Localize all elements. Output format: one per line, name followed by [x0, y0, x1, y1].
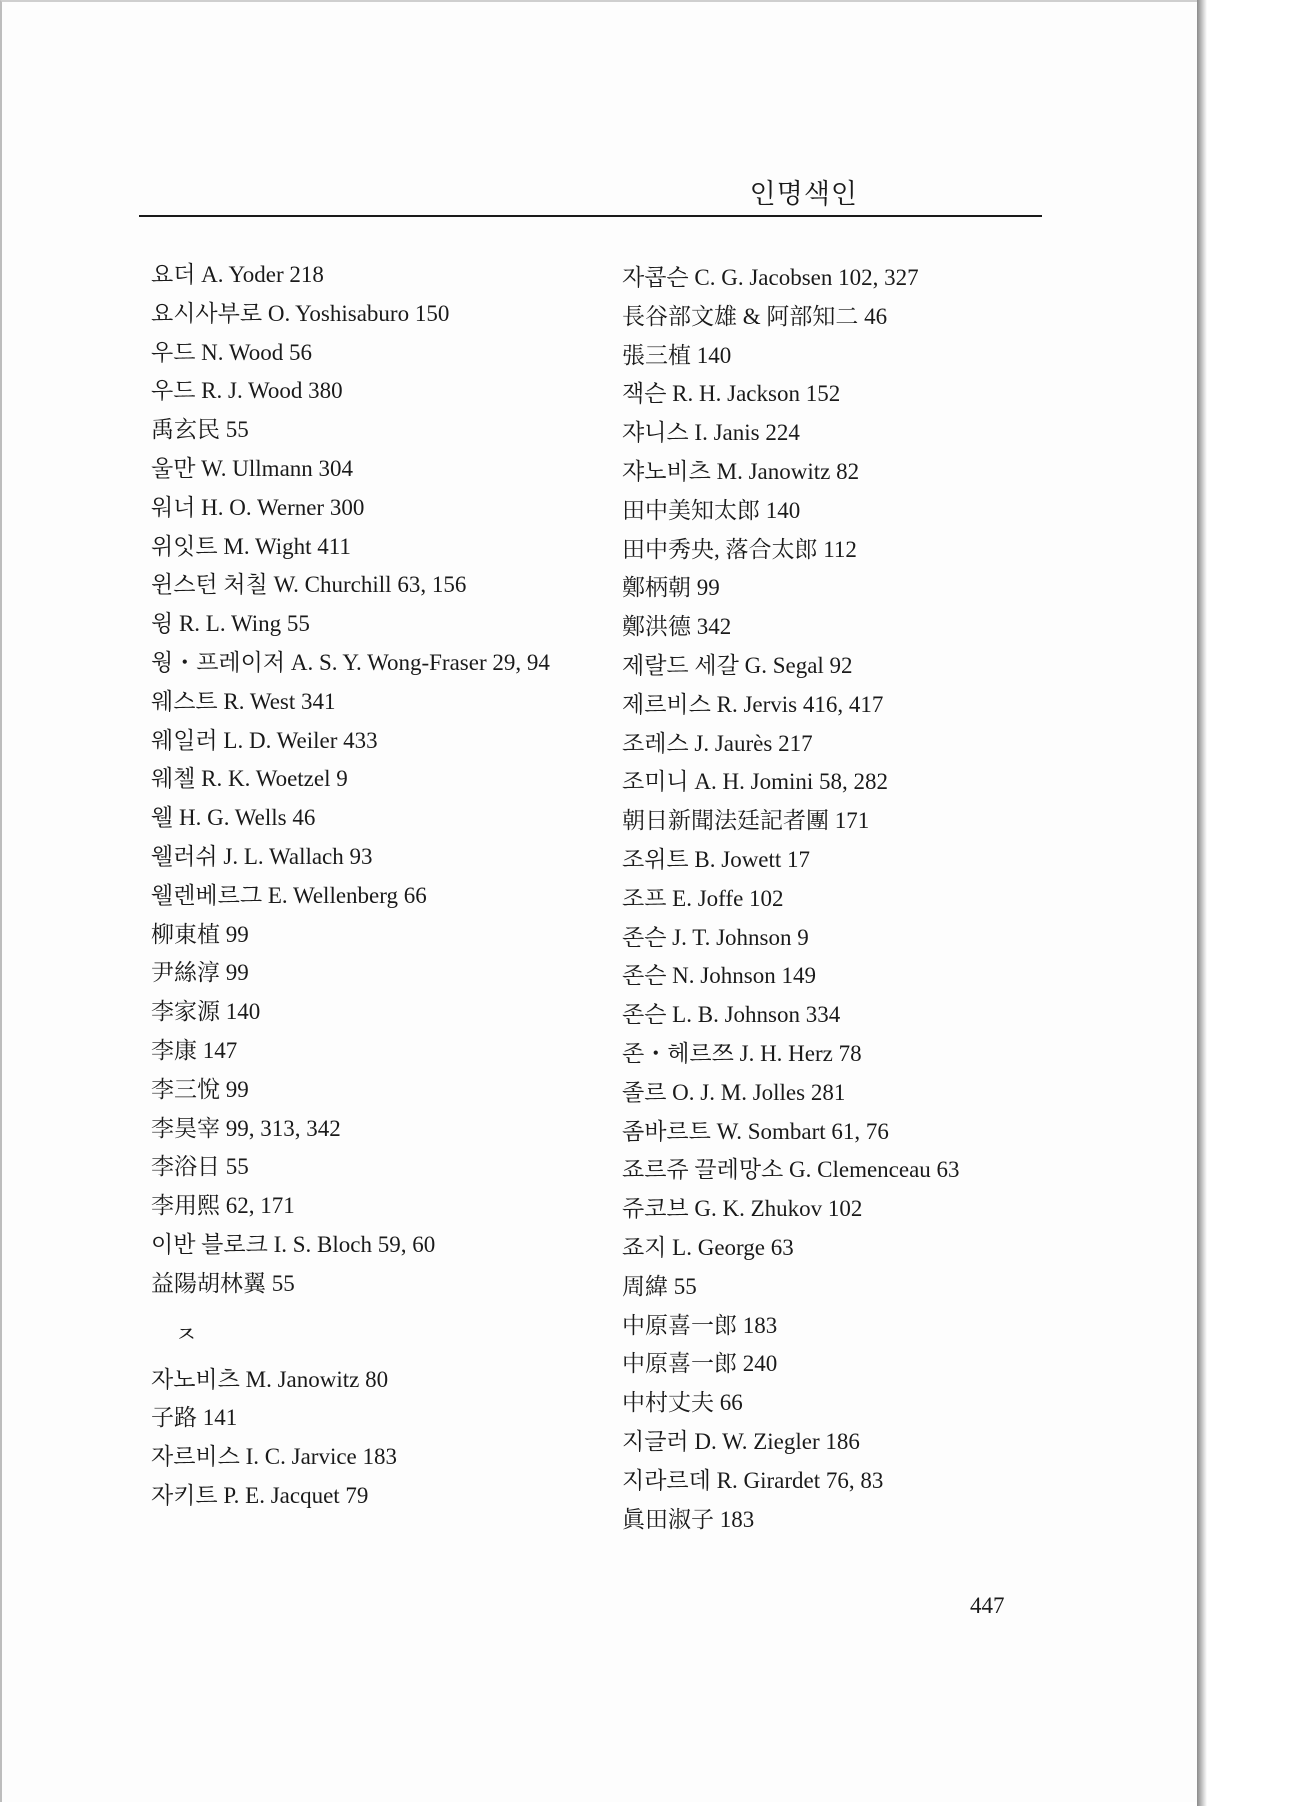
index-entry: 禹玄民 55: [151, 417, 249, 443]
index-entry: 제랄드 세갈 G. Segal 92: [622, 652, 853, 678]
index-entry: 쟈니스 I. Janis 224: [622, 420, 800, 446]
index-entry: 田中美知太郎 140: [622, 497, 801, 523]
index-entry: 李用熙 62, 171: [151, 1193, 295, 1219]
index-entry: 자노비츠 M. Janowitz 80: [151, 1366, 389, 1392]
index-entry: 윈스턴 처칠 W. Churchill 63, 156: [151, 572, 467, 598]
index-entry: 울만 W. Ullmann 304: [151, 455, 354, 481]
index-entry: 웨일러 L. D. Weiler 433: [151, 727, 378, 753]
index-list-right: [622, 259, 1072, 1539]
index-entry: 존・헤르쯔 J. H. Herz 78: [622, 1040, 862, 1066]
index-entry: 田中秀央, 落合太郎 112: [622, 536, 857, 562]
group-spacer: [151, 1349, 601, 1361]
index-entry: 益陽胡林翼 55: [151, 1270, 295, 1296]
index-entry: 周緯 55: [622, 1273, 697, 1299]
index-entry: 위잇트 M. Wight 411: [151, 533, 351, 559]
index-entry: 웰 H. G. Wells 46: [151, 805, 316, 831]
index-entry: 眞田淑子 183: [622, 1506, 755, 1532]
page-number: 447: [970, 1593, 1005, 1618]
index-entry: 윙 R. L. Wing 55: [151, 611, 310, 637]
index-entry: 우드 R. J. Wood 380: [151, 378, 343, 404]
index-entry: 朝日新聞法廷記者團 171: [622, 808, 870, 834]
index-entry: 李家源 140: [151, 999, 261, 1025]
index-entry: 웨첼 R. K. Woetzel 9: [151, 766, 348, 792]
index-list-left: [151, 256, 601, 1304]
index-entry: 요더 A. Yoder 218: [151, 262, 324, 287]
index-entry: 中原喜一郎 240: [622, 1351, 778, 1377]
index-entry: 長谷部文雄 & 阿部知二 46: [622, 303, 888, 329]
index-entry: 쟈노비츠 M. Janowitz 82: [622, 458, 860, 484]
index-entry: 李浴日 55: [151, 1154, 249, 1180]
index-entry: 鄭柄朝 99: [622, 575, 720, 601]
index-entry: 中原喜一郎 183: [622, 1312, 778, 1338]
index-entry: 잭슨 R. H. Jackson 152: [622, 381, 841, 407]
index-entry: 자콥슨 C. G. Jacobsen 102, 327: [622, 265, 919, 290]
index-column-right: [622, 259, 1072, 1539]
index-entry: 웡・프레이저 A. S. Y. Wong-Fraser 29, 94: [151, 649, 550, 675]
index-entry: 웰렌베르그 E. Wellenberg 66: [151, 882, 427, 908]
index-entry: 졸르 O. J. M. Jolles 281: [622, 1079, 846, 1105]
index-entry: 자키트 P. E. Jacquet 79: [151, 1482, 369, 1508]
index-list-left-after: [151, 1361, 601, 1516]
index-entry: 조레스 J. Jaurès 217: [622, 730, 813, 756]
index-entry: 鄭洪德 342: [622, 614, 732, 640]
index-entry: 中村丈夫 66: [622, 1390, 743, 1416]
page-edge-shadow: [1197, 0, 1207, 1806]
index-entry: 제르비스 R. Jervis 416, 417: [622, 691, 884, 717]
index-entry: 존슨 J. T. Johnson 9: [622, 924, 809, 950]
index-entry: 좀바르트 W. Sombart 61, 76: [622, 1118, 889, 1144]
index-entry: 尹絲淳 99: [151, 960, 249, 986]
index-entry: 죠지 L. George 63: [622, 1234, 794, 1260]
index-entry: 李三悅 99: [151, 1076, 249, 1102]
index-entry: 지글러 D. W. Ziegler 186: [622, 1428, 860, 1454]
index-entry: 張三植 140: [622, 342, 732, 368]
index-entry: 이반 블로크 I. S. Bloch 59, 60: [151, 1231, 436, 1257]
index-entry: 요시사부로 O. Yoshisaburo 150: [151, 300, 450, 326]
index-entry: 李康 147: [151, 1037, 238, 1063]
index-entry: 자르비스 I. C. Jarvice 183: [151, 1444, 397, 1470]
index-entry: 워너 H. O. Werner 300: [151, 494, 365, 520]
index-entry: 웨스트 R. West 341: [151, 688, 336, 714]
index-entry: 죠르쥬 끌레망소 G. Clemenceau 63: [622, 1157, 960, 1183]
index-entry: 조프 E. Joffe 102: [622, 885, 784, 911]
header-rule: [139, 215, 1042, 217]
index-entry: 우드 N. Wood 56: [151, 339, 312, 365]
index-entry: 지라르데 R. Girardet 76, 83: [622, 1467, 884, 1493]
index-entry: 존슨 L. B. Johnson 334: [622, 1002, 841, 1028]
index-entry: 子路 141: [151, 1405, 238, 1431]
index-entry: 조미니 A. H. Jomini 58, 282: [622, 769, 888, 795]
index-column-left: [151, 256, 601, 1516]
index-entry: 쥬코브 G. K. Zhukov 102: [622, 1196, 863, 1222]
index-group-heading: ㅈ: [175, 1321, 198, 1348]
running-head: 인명색인: [749, 179, 858, 210]
index-entry: 李昊宰 99, 313, 342: [151, 1115, 341, 1141]
index-entry: 웰러쉬 J. L. Wallach 93: [151, 843, 373, 869]
index-entry: 柳東植 99: [151, 921, 249, 947]
index-entry: 조위트 B. Jowett 17: [622, 846, 811, 872]
index-entry: 존슨 N. Johnson 149: [622, 963, 816, 989]
